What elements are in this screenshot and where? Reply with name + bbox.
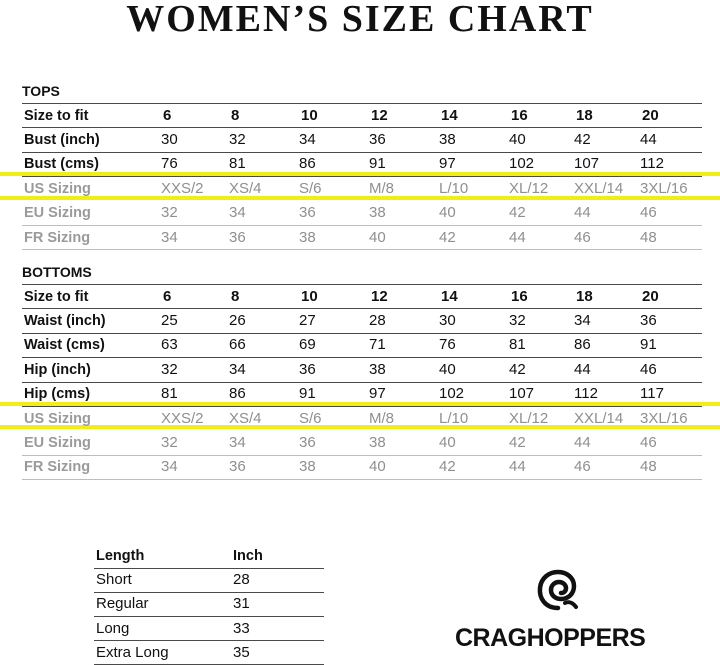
size-cell: 40 — [367, 225, 437, 249]
size-cell: 48 — [638, 225, 702, 249]
row-label: Waist (inch) — [22, 309, 159, 333]
size-cell: 34 — [297, 128, 367, 152]
size-cell: XS/4 — [229, 409, 262, 427]
size-cell: 20 — [638, 104, 702, 128]
tops-size-table — [22, 103, 702, 250]
size-cell: 42 — [507, 431, 572, 455]
size-cell: 107 — [572, 152, 638, 176]
size-row — [22, 285, 702, 309]
size-cell: 102 — [507, 152, 572, 176]
size-cell: 14 — [437, 285, 507, 309]
size-cell: 81 — [159, 382, 227, 406]
size-cell: XXS/2 — [161, 409, 204, 427]
ram-horn-icon — [535, 567, 581, 613]
size-cell: 32 — [159, 431, 227, 455]
size-cell: 10 — [297, 285, 367, 309]
size-cell: 44 — [572, 201, 638, 225]
row-label: Bust (cms) — [22, 152, 159, 176]
size-cell: 32 — [159, 201, 227, 225]
size-cell: 46 — [638, 201, 702, 225]
size-cell: 91 — [297, 382, 367, 406]
size-cell: 76 — [159, 152, 227, 176]
row-label: Size to fit — [22, 285, 159, 309]
size-cell: 34 — [227, 201, 297, 225]
row-label: FR Sizing — [22, 455, 159, 479]
length-row — [94, 592, 324, 616]
tops-heading: TOPS — [22, 83, 60, 99]
page-title: WOMEN’S SIZE CHART — [126, 0, 594, 40]
bottoms-heading: BOTTOMS — [22, 264, 92, 280]
length-value: 33 — [231, 617, 324, 641]
size-cell: M/8 — [369, 180, 395, 198]
size-cell: 8 — [227, 285, 297, 309]
size-cell: 40 — [507, 128, 572, 152]
size-cell: 34 — [159, 225, 227, 249]
row-label: US Sizing — [24, 410, 91, 427]
size-cell: 76 — [437, 333, 507, 357]
size-row — [22, 152, 702, 176]
size-row — [22, 225, 702, 249]
size-cell: 46 — [638, 358, 702, 382]
size-row — [22, 177, 702, 201]
size-cell: 102 — [437, 382, 507, 406]
length-value: 31 — [231, 592, 324, 616]
size-row — [22, 406, 702, 430]
size-cell: 36 — [227, 225, 297, 249]
size-cell: 69 — [297, 333, 367, 357]
size-cell: 12 — [367, 285, 437, 309]
size-cell: 10 — [297, 104, 367, 128]
row-label: Bust (inch) — [22, 128, 159, 152]
size-cell: 40 — [437, 431, 507, 455]
size-cell: 91 — [367, 152, 437, 176]
size-row — [22, 201, 702, 225]
size-cell: 44 — [638, 128, 702, 152]
size-cell: 42 — [572, 128, 638, 152]
row-label: US Sizing — [24, 181, 91, 198]
row-label: EU Sizing — [22, 201, 159, 225]
size-cell: 36 — [227, 455, 297, 479]
size-cell: 38 — [367, 431, 437, 455]
size-cell: 46 — [572, 225, 638, 249]
length-row — [94, 568, 324, 592]
size-cell: 40 — [367, 455, 437, 479]
length-label: Regular — [94, 592, 231, 616]
bottoms-size-table — [22, 284, 702, 480]
size-cell: 40 — [437, 358, 507, 382]
size-cell: 44 — [572, 431, 638, 455]
size-cell: XXS/2 — [161, 180, 204, 198]
length-header: Length — [94, 544, 231, 568]
size-cell: 86 — [227, 382, 297, 406]
size-cell: 46 — [572, 455, 638, 479]
size-cell: 44 — [507, 455, 572, 479]
size-row — [22, 309, 702, 333]
size-row — [22, 382, 702, 406]
size-cell: 48 — [638, 455, 702, 479]
length-label: Extra Long — [94, 641, 231, 665]
size-cell: 81 — [227, 152, 297, 176]
size-cell: 12 — [367, 104, 437, 128]
size-cell: 71 — [367, 333, 437, 357]
size-cell: 112 — [638, 152, 702, 176]
size-cell: 91 — [638, 333, 702, 357]
size-cell: 25 — [159, 309, 227, 333]
size-cell: 32 — [227, 128, 297, 152]
size-cell: 3XL/16 — [640, 180, 688, 198]
size-cell: 16 — [507, 285, 572, 309]
brand-logo-text: CRAGHOPPERS — [455, 624, 646, 652]
size-cell: 30 — [159, 128, 227, 152]
size-cell: 42 — [507, 201, 572, 225]
size-cell: 97 — [437, 152, 507, 176]
row-label: Hip (inch) — [22, 358, 159, 382]
length-row — [94, 641, 324, 665]
size-cell: 16 — [507, 104, 572, 128]
row-label: FR Sizing — [22, 225, 159, 249]
size-cell: M/8 — [369, 409, 395, 427]
size-cell: 8 — [227, 104, 297, 128]
size-cell: 20 — [638, 285, 702, 309]
row-label: Hip (cms) — [22, 382, 159, 406]
size-cell: XL/12 — [509, 409, 549, 427]
size-row — [22, 455, 702, 479]
size-cell: 30 — [437, 309, 507, 333]
size-row — [22, 333, 702, 357]
size-cell: 32 — [507, 309, 572, 333]
size-cell: 26 — [227, 309, 297, 333]
size-cell: 36 — [297, 201, 367, 225]
size-cell: 42 — [507, 358, 572, 382]
size-cell: 63 — [159, 333, 227, 357]
row-label: EU Sizing — [22, 431, 159, 455]
size-cell: 81 — [507, 333, 572, 357]
size-cell: 66 — [227, 333, 297, 357]
size-cell: 38 — [367, 358, 437, 382]
size-cell: 36 — [367, 128, 437, 152]
size-cell: 40 — [437, 201, 507, 225]
size-cell: 42 — [437, 225, 507, 249]
size-cell: 36 — [297, 431, 367, 455]
row-label: Waist (cms) — [22, 333, 159, 357]
size-cell: 38 — [297, 455, 367, 479]
size-cell: XXL/14 — [574, 409, 624, 427]
length-row — [94, 617, 324, 641]
size-cell: L/10 — [439, 409, 469, 427]
size-row — [22, 104, 702, 128]
inch-header: Inch — [231, 544, 324, 568]
length-value: 28 — [231, 568, 324, 592]
size-cell: S/6 — [299, 180, 322, 198]
size-row — [22, 431, 702, 455]
size-cell: 32 — [159, 358, 227, 382]
length-label: Long — [94, 617, 231, 641]
size-cell: 18 — [572, 104, 638, 128]
size-cell: 86 — [572, 333, 638, 357]
size-cell: 86 — [297, 152, 367, 176]
size-cell: XL/12 — [509, 180, 549, 198]
size-cell: 3XL/16 — [640, 409, 688, 427]
size-cell: 107 — [507, 382, 572, 406]
size-cell: 42 — [437, 455, 507, 479]
size-cell: 97 — [367, 382, 437, 406]
size-cell: 38 — [437, 128, 507, 152]
size-cell: 44 — [572, 358, 638, 382]
size-cell: 112 — [572, 382, 638, 406]
size-cell: 34 — [572, 309, 638, 333]
size-cell: 27 — [297, 309, 367, 333]
size-cell: 44 — [507, 225, 572, 249]
size-cell: 6 — [159, 104, 227, 128]
size-cell: 38 — [297, 225, 367, 249]
size-cell: 18 — [572, 285, 638, 309]
size-cell: 38 — [367, 201, 437, 225]
size-cell: XXL/14 — [574, 180, 624, 198]
size-cell: 6 — [159, 285, 227, 309]
size-cell: 14 — [437, 104, 507, 128]
size-cell: 34 — [227, 431, 297, 455]
length-header-row — [94, 544, 324, 568]
size-cell: 34 — [159, 455, 227, 479]
size-cell: 36 — [297, 358, 367, 382]
size-cell: S/6 — [299, 409, 322, 427]
length-table — [94, 544, 324, 665]
size-cell: 117 — [638, 382, 702, 406]
size-cell: L/10 — [439, 180, 469, 198]
size-cell: 36 — [638, 309, 702, 333]
size-cell: XS/4 — [229, 180, 262, 198]
length-value: 35 — [231, 641, 324, 665]
size-row — [22, 128, 702, 152]
size-cell: 28 — [367, 309, 437, 333]
row-label: Size to fit — [22, 104, 159, 128]
size-row — [22, 358, 702, 382]
size-cell: 34 — [227, 358, 297, 382]
size-cell: 46 — [638, 431, 702, 455]
length-label: Short — [94, 568, 231, 592]
